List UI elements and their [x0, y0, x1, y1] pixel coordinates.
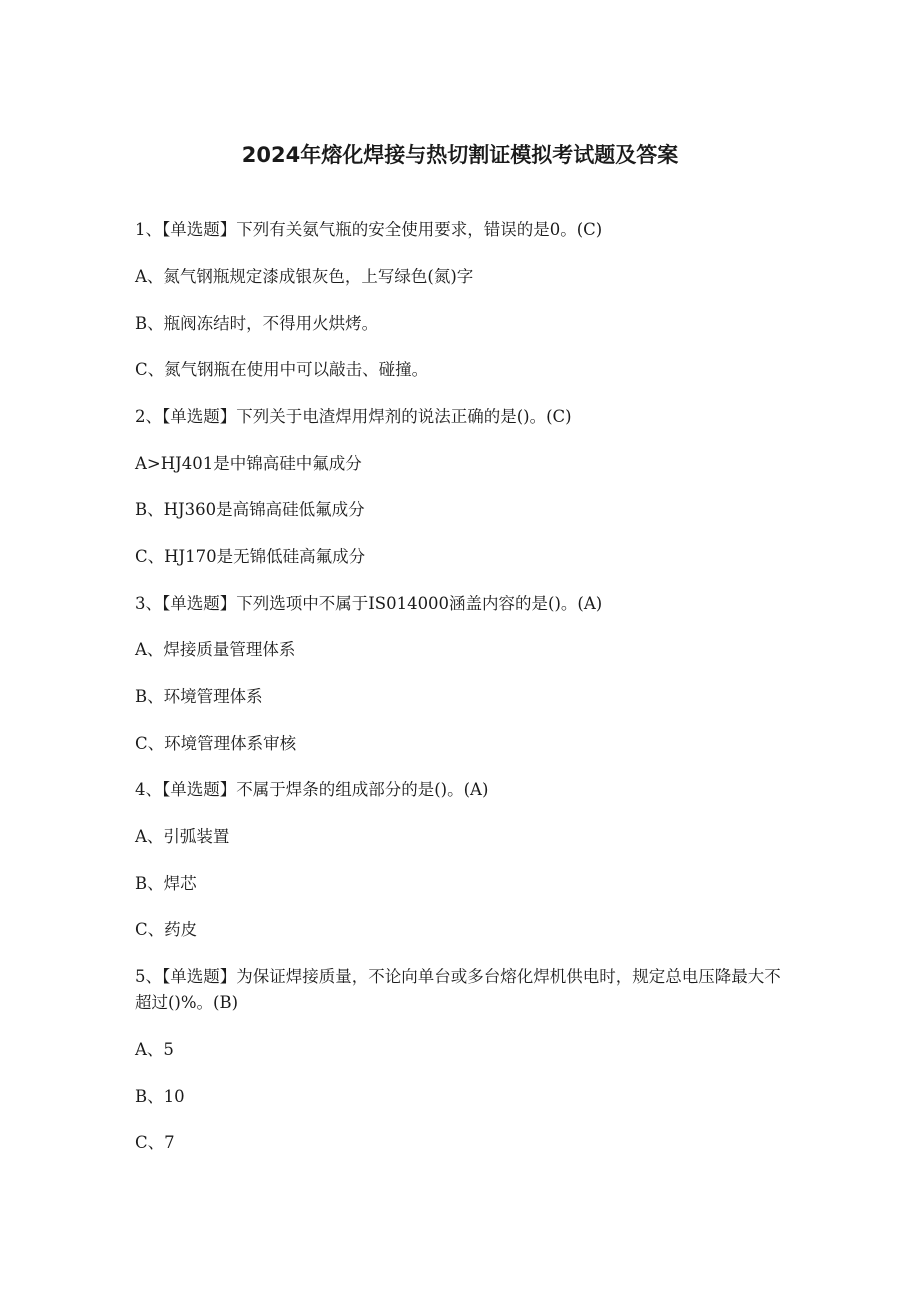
- question-5-option-c: C、7: [135, 1133, 175, 1152]
- question-1-option-b: B、瓶阀冻结时，不得用火烘烤。: [135, 314, 379, 333]
- question-2-option-c: C、HJ170是无锦低硅高氟成分: [135, 547, 366, 566]
- question-1-option-c: C、氮气钢瓶在使用中可以敲击、碰撞。: [135, 360, 429, 379]
- question-4-stem: 4、【单选题】不属于焊条的组成部分的是()。(A): [135, 780, 489, 799]
- question-4-option-a: A、引弧装置: [135, 827, 230, 846]
- question-2-option-a: A>HJ401是中锦高硅中氟成分: [135, 454, 362, 473]
- question-1-option-a: A、氮气钢瓶规定漆成银灰色，上写绿色(氮)字: [135, 267, 474, 286]
- question-3-stem: 3、【单选题】下列选项中不属于IS014000涵盖内容的是()。(A): [135, 594, 603, 613]
- question-4-option-c: C、药皮: [135, 920, 198, 939]
- question-5-option-b: B、10: [135, 1087, 185, 1106]
- question-5-stem: 5、【单选题】为保证焊接质量，不论向单台或多台熔化焊机供电时，规定总电压降最大不超过()%。(B): [135, 967, 781, 1012]
- question-2-option-b: B、HJ360是高锦高硅低氟成分: [135, 500, 365, 519]
- page-title: 2024年熔化焊接与热切割证模拟考试题及答案: [241, 143, 679, 167]
- question-1-stem: 1、【单选题】下列有关氨气瓶的安全使用要求，错误的是0。(C): [135, 220, 603, 239]
- question-3-option-c: C、环境管理体系审核: [135, 734, 297, 753]
- question-5-option-a: A、5: [135, 1040, 174, 1059]
- question-3-option-b: B、环境管理体系: [135, 687, 263, 706]
- question-4-option-b: B、焊芯: [135, 874, 197, 893]
- question-3-option-a: A、焊接质量管理体系: [135, 640, 296, 659]
- question-2-stem: 2、【单选题】下列关于电渣焊用焊剂的说法正确的是()。(C): [135, 407, 572, 426]
